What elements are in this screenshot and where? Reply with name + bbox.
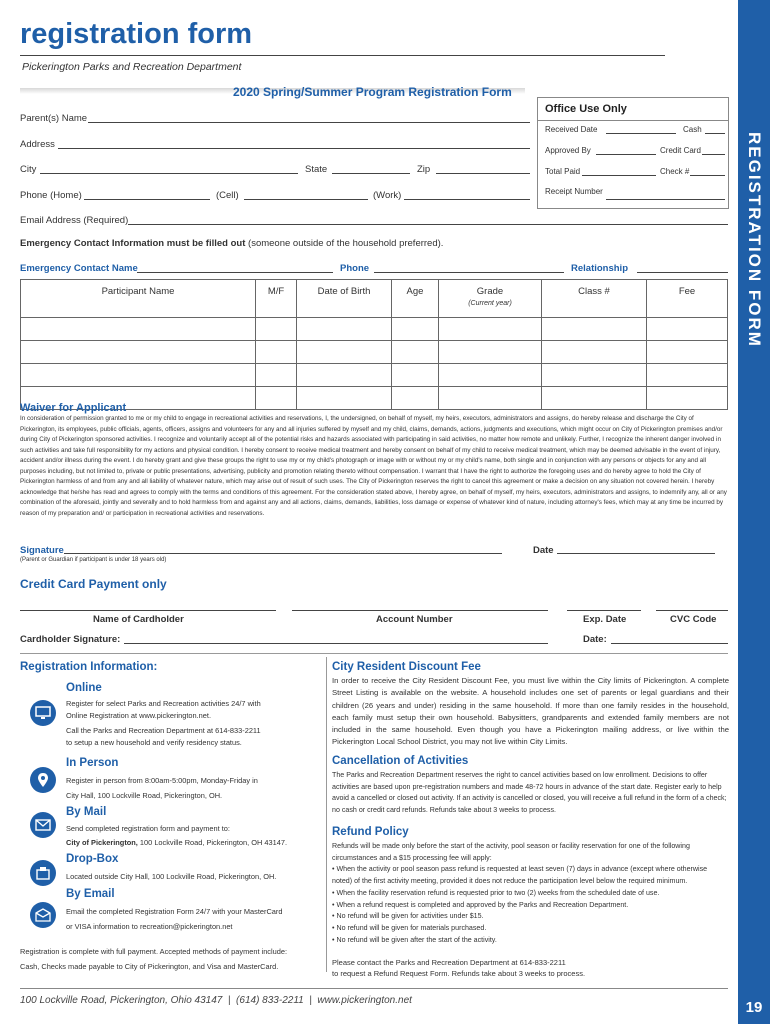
office-divider <box>537 120 728 121</box>
col-fee: Fee <box>647 280 728 318</box>
refund-text <box>332 841 729 946</box>
email-text-2: or VISA information to recreation@pickerington.net <box>66 922 233 931</box>
account-number-label: Account Number <box>376 614 453 625</box>
address-label: Address <box>20 139 55 150</box>
mail-text <box>66 822 321 850</box>
waiver-text: In consideration of permission granted to me or my child to engage in recreational activities and reservations, I, the undersigned, on behalf of myself, my heirs, executors, administrators and assigns, do hereby release and discharge the City of Pickerington, its employees, public officials, agents, officers, assigns and volunteers for any and all injuries suffered by myself and my child, claims, demands, actions, judgments and executions, which might occur on City of Pickerington premises and/or during City of Pickerington sponsored activities. I recognize and voluntarily accept all of the potential risks and hazards associated with participating in said activities, no matter how remote and unlikely. Further, I recognize the inherent danger involved in such activities and take full responsibility for my actions and physical condition. I hereby consent to receive medical treatment and hereby consent on behalf of my child to receive medical treatment, which may be deemed advisable in the event of injury, accident and/or illness during the event. I do hereby grant and give these groups the right to use my or my child's photograph or image with or without my or my child's name, both single and in conjunction with any persons or objects for any and all purposes including, but not limited to, private or public presentations, advertising, publicity and promotion relating thereto without compensation. I warrant that I have the right to authorize the foregoing uses and do hereby agree to hold the City of Pickerington harmless of and from any and all liability of whatever nature, which may arise out of result of such uses. The City of Pickerington reserves the right to cancel this agreement or make a decision on any situation not covered herein. I hereby acknowledge that he/she has read and agrees to comply with the terms and conditions of this agreement. For the consideration stated above, I hereby agree, on behalf of myself, my heirs, executors, administrators and assigns, to indemnify any, all or any combination of the aforesaid, jointly and severally and to hold harmless from and against any and all actions, claims, demands, liabilities, loss damage or expense of whatever kind of nature, including attorney's fees, which may at any time be incurred by reason of my preparation and/ or participation in recreational activities and reservations. <box>20 415 727 517</box>
phone-home-field[interactable] <box>84 199 210 200</box>
cash-field[interactable] <box>705 133 725 134</box>
online-text-2: Online Registration at www.pickerington.net. <box>66 711 212 720</box>
refund-contact <box>332 957 729 979</box>
cash-label: Cash <box>683 125 702 134</box>
online-text-1: Register for select Parks and Recreation activities 24/7 with <box>66 699 261 708</box>
cancellation-title: Cancellation of Activities <box>332 755 469 767</box>
emergency-phone-label: Phone <box>340 263 370 274</box>
page-number: 19 <box>738 990 770 1024</box>
refund-bullet: • When a refund request is completed and approved by the Parks and Recreation Department. <box>332 900 629 909</box>
received-date-label: Received Date <box>545 125 598 134</box>
cc-date-label: Date: <box>583 634 607 645</box>
cardholder-signature-field[interactable] <box>124 643 548 644</box>
city-label: City <box>20 164 37 175</box>
relationship-field[interactable] <box>637 272 728 273</box>
col-participant-name: Participant Name <box>21 280 256 318</box>
col-grade-label: Grade <box>476 286 504 297</box>
table-row[interactable] <box>21 364 728 387</box>
inperson-text <box>66 773 321 803</box>
computer-icon <box>30 700 56 726</box>
col-mf: M/F <box>256 280 297 318</box>
state-field[interactable] <box>332 173 410 174</box>
col-grade <box>439 280 542 318</box>
account-number-field[interactable] <box>292 610 548 611</box>
page-title: registration form <box>20 18 253 50</box>
registration-complete-text <box>20 944 325 974</box>
dropbox-title: Drop-Box <box>66 853 119 865</box>
cancellation-text: The Parks and Recreation Department reserves the right to cancel activities based on low enrollment. Decisions to offer activities are based upon pre-registration numbers and made 48-72 hours in advance of the start date. Register early to help avoid a cancelled or closed out activity. If an activity is cancelled or closed, you will receive a full refund in the form of a check; no cash or credit card refunds. Refunds take about 3 weeks to process. <box>332 771 727 815</box>
registration-info-title: Registration Information: <box>20 661 158 673</box>
section-rule <box>20 653 728 654</box>
refund-bullet: • When the activity or pool season pass refund is requested at least seven (7) days in advance (except where otherwise noted) of the first activity meeting, provided it does not reduce the participation level below the required minimum. <box>332 865 708 886</box>
col-age: Age <box>392 280 439 318</box>
signature-date-field[interactable] <box>557 553 715 554</box>
refund-bullet: • No refund will be given after the start of the activity. <box>332 935 497 944</box>
cvc-label: CVC Code <box>670 614 717 625</box>
refund-contact-2: to request a Refund Request Form. Refunds take about 3 weeks to process. <box>332 969 586 978</box>
table-header-row <box>21 280 728 318</box>
approved-by-field[interactable] <box>596 154 656 155</box>
footer-text: 100 Lockville Road, Pickerington, Ohio 43147 | (614) 833-2211 | www.pickerington.net <box>20 995 412 1006</box>
email-text-1: Email the completed Registration Form 24/7 with your MasterCard <box>66 907 283 916</box>
inperson-text-1: Register in person from 8:00am-5:00pm, Monday-Friday in <box>66 776 258 785</box>
participant-table <box>20 279 728 410</box>
emergency-note <box>20 238 443 249</box>
refund-title: Refund Policy <box>332 826 409 838</box>
signature-note: (Parent or Guardian if participant is under 18 years old) <box>20 557 167 563</box>
address-field[interactable] <box>58 148 530 149</box>
signature-date-label: Date <box>533 545 554 556</box>
inperson-text-2: City Hall, 100 Lockville Road, Pickerington, OH. <box>66 791 223 800</box>
online-text-4: to setup a new household and verify residency status. <box>66 738 242 747</box>
refund-bullet: • No refund will be given for activities under $15. <box>332 912 484 921</box>
refund-bullet: • When the facility reservation refund is requested prior to two (2) weeks from the scheduled date of use. <box>332 888 660 897</box>
mail-text-2-bold: City of Pickerington, <box>66 838 138 847</box>
online-text-3: Call the Parks and Recreation Department at 614-833-2211 <box>66 726 261 735</box>
email-title: By Email <box>66 888 115 900</box>
check-field[interactable] <box>690 175 725 176</box>
mail-text-2-rest: 100 Lockville Road, Pickerington, OH 43147. <box>137 838 288 847</box>
office-title: Office Use Only <box>545 103 627 115</box>
credit-card-label: Credit Card <box>660 146 701 155</box>
check-label: Check # <box>660 167 690 176</box>
dropbox-text: Located outside City Hall, 100 Lockville Road, Pickerington, OH. <box>66 872 277 881</box>
online-title: Online <box>66 682 102 694</box>
registration-complete-2: Cash, Checks made payable to City of Pickerington, and Visa and MasterCard. <box>20 962 279 971</box>
cvc-field[interactable] <box>656 610 728 611</box>
signature-label: Signature <box>20 545 64 556</box>
email-label: Email Address (Required) <box>20 215 129 226</box>
phone-home-label: Phone (Home) <box>20 190 82 201</box>
col-grade-sub: (Current year) <box>468 300 512 307</box>
exp-date-field[interactable] <box>567 610 641 611</box>
waiver-title: Waiver for Applicant <box>20 402 127 414</box>
cardholder-name-label: Name of Cardholder <box>93 614 184 625</box>
mail-text-1: Send completed registration form and payment to: <box>66 824 230 833</box>
relationship-label: Relationship <box>571 263 629 274</box>
emergency-name-label: Emergency Contact Name <box>20 263 138 274</box>
cell-field[interactable] <box>244 199 368 200</box>
col-dob: Date of Birth <box>297 280 392 318</box>
column-separator <box>326 657 327 972</box>
envelope-icon <box>30 812 56 838</box>
refund-contact-1: Please contact the Parks and Recreation Department at 614-833-2211 <box>332 958 566 967</box>
parents-name-label: Parent(s) Name <box>20 113 88 124</box>
approved-by-label: Approved By <box>545 146 591 155</box>
form-title: 2020 Spring/Summer Program Registration Form <box>233 85 512 99</box>
email-text <box>66 904 321 934</box>
table-row[interactable] <box>21 318 728 341</box>
online-text <box>66 698 321 749</box>
emergency-note-bold: Emergency Contact Information must be filled out <box>20 238 246 249</box>
emergency-name-field[interactable] <box>137 272 333 273</box>
work-field[interactable] <box>404 199 530 200</box>
credit-card-field[interactable] <box>702 154 725 155</box>
mail-text-2 <box>66 836 321 850</box>
refund-intro: Refunds will be made only before the start of the activity, pool season or facility reservation for one of the following circumstances and a $15 processing fee will apply: <box>332 842 690 862</box>
receipt-number-field[interactable] <box>606 199 725 200</box>
title-rule <box>20 55 665 56</box>
work-label: (Work) <box>373 190 402 201</box>
total-paid-field[interactable] <box>582 175 656 176</box>
emergency-phone-field[interactable] <box>374 272 564 273</box>
credit-card-title: Credit Card Payment only <box>20 577 167 591</box>
col-class: Class # <box>542 280 647 318</box>
cell-label: (Cell) <box>216 190 239 201</box>
zip-label: Zip <box>417 164 431 175</box>
resident-text: In order to receive the City Resident Discount Fee, you must live within the City limits of Pickerington. A complete Street Listing is available on the website. A household includes one set of parents or legal guardians and their children (26 years and under) residing in the same household. If more than one family resides in the household, each family must setup their own household. Babysitters, grandparents and extended family members are not included in the same household. Even though you have a Pickerington mailing address, or live within the Pickerington Local School District, you may not live within City Limits. <box>332 676 729 747</box>
location-pin-icon <box>30 767 56 793</box>
zip-field[interactable] <box>436 173 530 174</box>
signature-field[interactable] <box>64 553 502 554</box>
table-row[interactable] <box>21 387 728 410</box>
side-label: REGISTRATION FORM <box>745 132 764 348</box>
state-label: State <box>305 164 328 175</box>
page-subtitle: Pickerington Parks and Recreation Department <box>22 61 242 73</box>
cc-date-field[interactable] <box>611 643 728 644</box>
exp-date-label: Exp. Date <box>583 614 627 625</box>
parents-name-field[interactable] <box>88 122 530 123</box>
city-field[interactable] <box>40 173 298 174</box>
total-paid-label: Total Paid <box>545 167 581 176</box>
table-row[interactable] <box>21 341 728 364</box>
inperson-title: In Person <box>66 757 119 769</box>
footer-rule <box>20 988 728 989</box>
received-date-field[interactable] <box>606 133 676 134</box>
resident-title: City Resident Discount Fee <box>332 661 481 673</box>
refund-bullet: • No refund will be given for materials purchased. <box>332 923 487 932</box>
dropbox-icon <box>30 860 56 886</box>
email-icon <box>30 902 56 928</box>
cardholder-name-field[interactable] <box>20 610 276 611</box>
cardholder-signature-label: Cardholder Signature: <box>20 634 121 645</box>
registration-complete-1: Registration is complete with full payment. Accepted methods of payment include: <box>20 947 288 956</box>
mail-title: By Mail <box>66 806 107 818</box>
email-field[interactable] <box>128 224 728 225</box>
emergency-note-rest: (someone outside of the household preferred). <box>245 238 444 249</box>
receipt-number-label: Receipt Number <box>545 187 603 196</box>
